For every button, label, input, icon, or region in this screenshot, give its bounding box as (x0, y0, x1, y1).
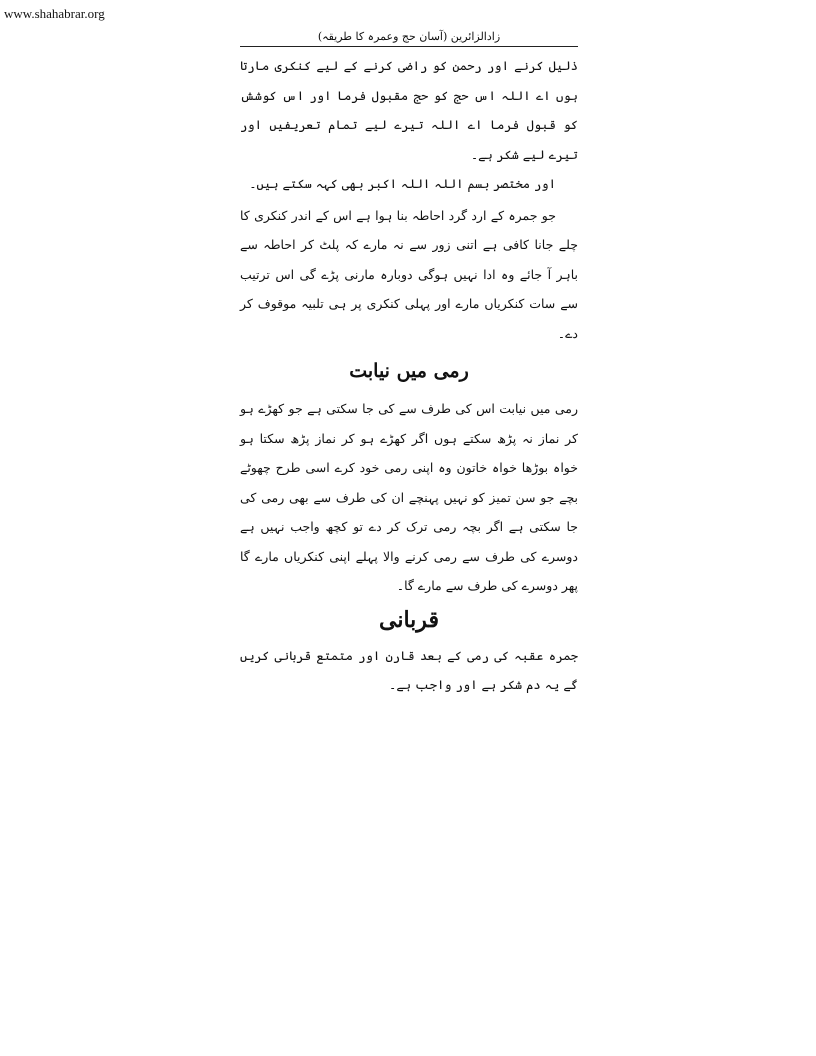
website-watermark: www.shahabrar.org (4, 6, 105, 21)
section-heading-qurbani: قربانی (379, 606, 439, 633)
section-heading-niyabat: رمی میں نیابت (349, 360, 469, 382)
running-header: زادالزائرین (آسان حج وعمرہ کا طریقہ) (240, 28, 578, 47)
intro-paragraph: ذلیل کرنے اور رحمن کو راضی کرنے کے لیے کنکری مارتا ہوں اے اللہ اس حج کو حج مقبول فرما اور اس کوشش کو قبول فرما اے اللہ تیرے لیے تمام تعریفیں اور تیرے لیے شکر ہے۔ (240, 58, 578, 162)
niyabat-paragraph: رمی میں نیابت اس کی طرف سے کی جا سکتی ہے جو کھڑے ہو کر نماز نہ پڑھ سکتے ہوں اگر کھڑے ہو کر نماز پڑھ سکتا ہو خواہ بوڑھا خواہ خاتون وہ اپنی رمی خود کرے اسی طرح چھوٹے بچے جو سن تمیز کو نہیں پہنچے ان کی طرف سے بھی رمی کی جا سکتی ہے اگر بچہ رمی ترک کر دے تو کچھ واجب نہیں ہے دوسرے کی طرف سے رمی کرنے والا پہلے اپنی کنکریاں مارے گا پھر دوسرے کی طرف سے مارے گا۔ (240, 401, 578, 593)
qurbani-paragraph: جمرہ عقبہ کی رمی کے بعد قارن اور متمتع قربانی کریں گے یہ دم شکر ہے اور واجب ہے۔ (240, 647, 578, 692)
short-note-paragraph: اور مختصر بسم اللہ اللہ اکبر بھی کہہ سکتے ہیں۔ (249, 176, 556, 191)
jamrah-paragraph: جو جمرہ کے ارد گرد احاطہ بنا ہوا ہے اس کے اندر کنکری کا چلے جانا کافی ہے اتنی زور سے نہ مارے کہ پلٹ کر احاطہ سے باہر آ جائے وہ ادا نہیں ہوگی دوبارہ مارنی پڑے گی اس ترتیب سے سات کنکریاں مارے اور پہلی کنکری پر ہی تلبیہ موقوف کر دے۔ (240, 207, 578, 341)
book-page (240, 28, 578, 700)
